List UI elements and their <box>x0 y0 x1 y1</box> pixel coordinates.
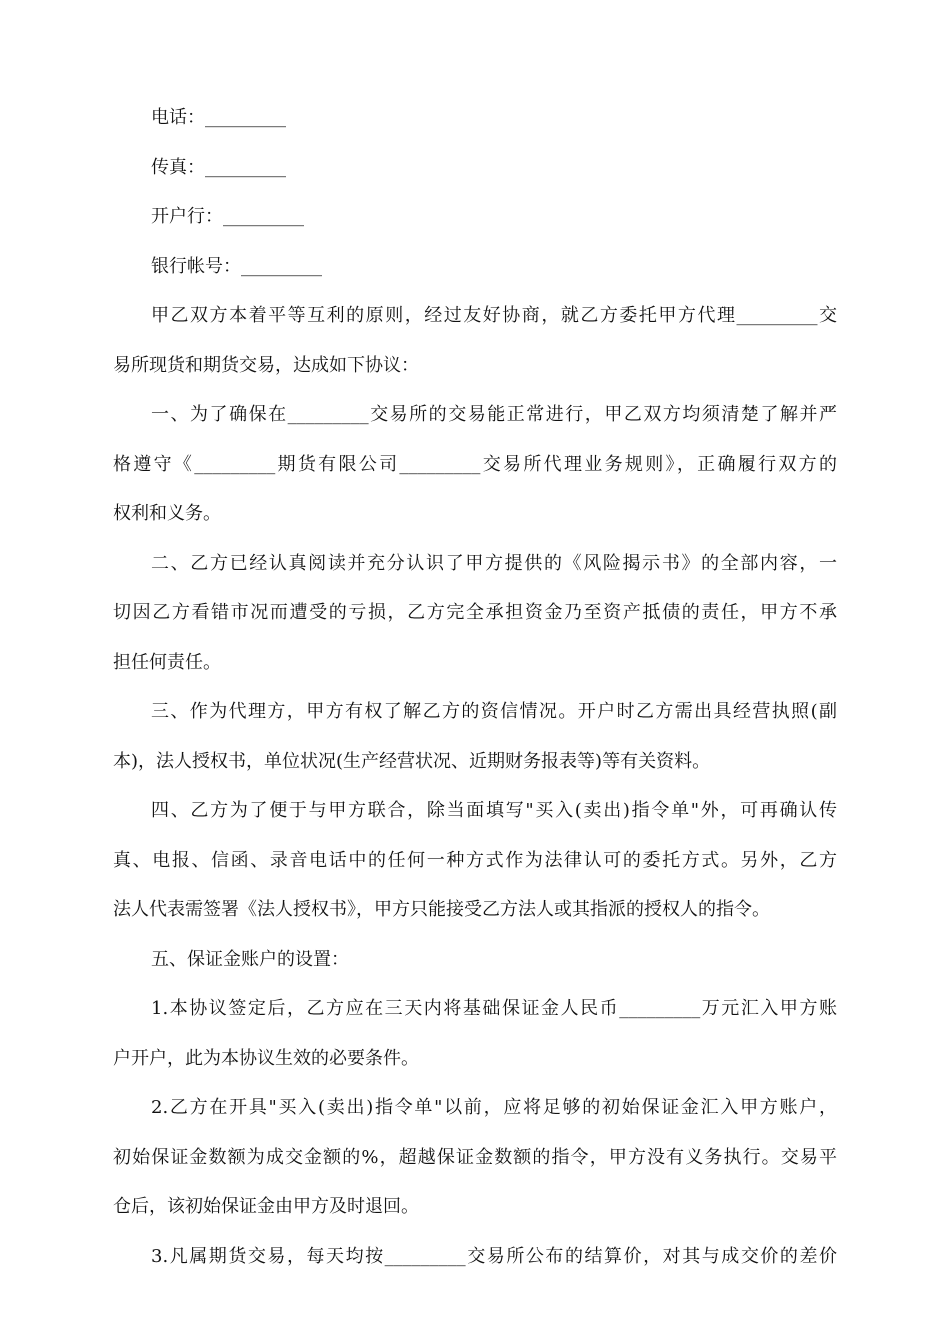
clause-5-item-1-line-2: 户开户，此为本协议生效的必要条件。 <box>113 1047 419 1069</box>
intro-line-1: 甲乙双方本着平等互利的原则，经过友好协商，就乙方委托甲方代理_________交 <box>151 305 837 326</box>
clause-3-line-2: 本)，法人授权书，单位状况(生产经营状况、近期财务报表等)等有关资料。 <box>113 750 711 772</box>
clause-5-item-2-line-2: 初始保证金数额为成交金额的%，超越保证金数额的指令，甲方没有义务执行。交易平 <box>113 1146 837 1168</box>
clause-4-line-3: 法人代表需签署《法人授权书》，甲方只能接受乙方法人或其指派的授权人的指令。 <box>113 899 770 920</box>
clause-5-item-2-line-1: 2.乙方在开具"买入(卖出)指令单"以前，应将足够的初始保证金汇入甲方账户， <box>151 1097 837 1118</box>
clause-3-line-1: 三、作为代理方，甲方有权了解乙方的资信情况。开户时乙方需出具经营执照(副 <box>151 701 837 722</box>
bank-field-line: 开户行：_________ <box>151 206 304 227</box>
clause-2-paragraph <box>113 539 837 688</box>
account-field-line: 银行帐号：_________ <box>151 255 322 277</box>
clause-5-heading: 五、保证金账户的设置： <box>151 948 349 970</box>
clause-2-line-2: 切因乙方看错市况而遭受的亏损，乙方完全承担资金乃至资产抵债的责任，甲方不承 <box>113 602 837 623</box>
clause-5-item-2 <box>113 1083 837 1232</box>
fax-field-line: 传真：_________ <box>151 156 286 178</box>
clause-4-line-2: 真、电报、信函、录音电话中的任何一种方式作为法律认可的委托方式。另外，乙方 <box>113 849 837 871</box>
phone-field-line: 电话：_________ <box>151 107 286 128</box>
clause-4-line-1: 四、乙方为了便于与甲方联合，除当面填写"买入(卖出)指令单"外，可再确认传 <box>151 800 837 821</box>
clause-1-line-1: 一、为了确保在_________交易所的交易能正常进行，甲乙双方均须清楚了解并严 <box>151 404 837 425</box>
clause-1-line-2: 格遵守《_________期货有限公司_________交易所代理业务规则》，正确履行双方的 <box>113 453 837 475</box>
clause-5-item-1-line-1: 1.本协议签定后，乙方应在三天内将基础保证金人民币_________万元汇入甲方账 <box>151 998 837 1019</box>
clause-1-paragraph <box>113 390 837 539</box>
clause-4-paragraph <box>113 786 837 935</box>
clause-3-paragraph <box>113 687 837 786</box>
clause-2-line-1: 二、乙方已经认真阅读并充分认识了甲方提供的《风险揭示书》的全部内容，一 <box>151 552 837 574</box>
clause-5-item-1 <box>113 984 837 1083</box>
intro-line-2: 易所现货和期货交易，达成如下协议： <box>113 354 419 376</box>
clause-5-item-3-line-1: 3.凡属期货交易，每天均按_________交易所公布的结算价，对其与成交价的差价 <box>151 1245 837 1267</box>
clause-1-line-3: 权利和义务。 <box>113 503 221 524</box>
clause-2-line-3: 担任何责任。 <box>113 651 221 673</box>
clause-5-item-3 <box>113 1232 837 1282</box>
clause-5-item-2-line-3: 仓后，该初始保证金由甲方及时退回。 <box>113 1196 419 1217</box>
intro-paragraph <box>113 291 837 390</box>
